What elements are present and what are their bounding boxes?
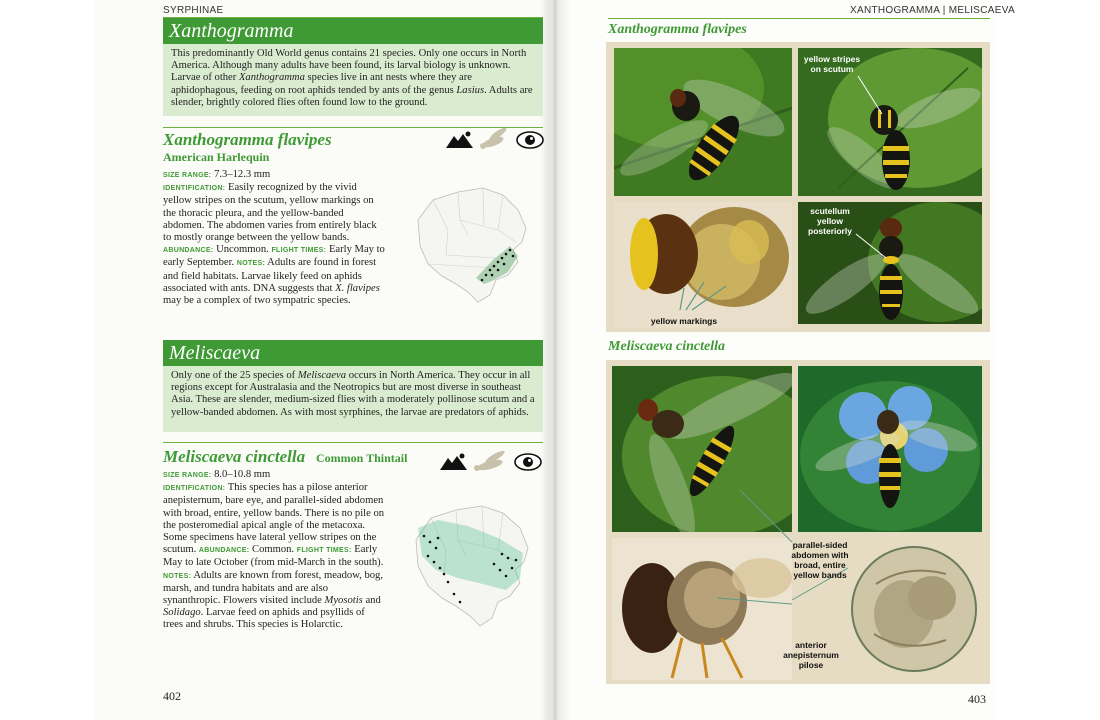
mountain-sun-icon bbox=[440, 454, 467, 471]
eye-icon bbox=[515, 454, 541, 470]
range-map-xanthogramma-flavipes bbox=[398, 180, 543, 315]
species-title-meliscaeva-cinctella: Meliscaeva cinctella bbox=[163, 447, 306, 466]
callout-anterior-anepisternum-pilose: anterior anepisternum pilose bbox=[783, 640, 839, 670]
eye-icon bbox=[517, 132, 543, 148]
running-head-left: SYRPHINAE bbox=[163, 5, 224, 16]
callout-yellow-stripes-on-scutum: yellow stripes on scutum bbox=[803, 54, 861, 74]
photo-xanthogramma-scutum bbox=[798, 48, 982, 196]
running-head-right: XANTHOGRAMMA | MELISCAEVA bbox=[850, 5, 1015, 16]
callout-yellow-markings: yellow markings bbox=[650, 316, 718, 326]
species-text-1: SIZE RANGE: 7.3–12.3 mm IDENTIFICATION: Easily recognized by the vivid yellow stripes on the scutum, yellow markings on the thoracic pleura, and the yellow-banded abdomen. The abdomen varies from entirely black to mostly orange between the yellow bands. ABUNDANCE: Uncommon. FLIGHT TIMES: Early May to early September. NOTES: Adults are found in forest and field habitats. Larvae likely feed on aphids associated with ants. DNA suggests that X. flavipes may be a complex of two sympatric species. bbox=[163, 169, 385, 307]
page-number-left: 402 bbox=[163, 689, 181, 703]
range-map-meliscaeva-cinctella bbox=[398, 498, 543, 638]
genus-description-meliscaeva: Only one of the 25 species of Meliscaeva occurs in North America. They occur in all regions except for Australasia and the Neotropics but are most diverse in southeast Asia. These are slender, medium-sized flies with a moderately pollinose scutum and a yellow-banded abdomen. As with most syrphines, the larvae are predators of aphids. bbox=[163, 366, 543, 432]
plate-title-xanthogramma-flavipes: Xanthogramma flavipes bbox=[608, 22, 747, 37]
genus-description-xanthogramma: This predominantly Old World genus contains 21 species. Only one occurs in North America. Although many adults have been found, its larval biology is unknown. Larvae of other Xanthogramma species live in ant nests where they are aphidophagous, feeding on root aphids tended by ants of the genus Lasius. Adults are slender, brightly colored flies often found low to the ground. bbox=[163, 44, 543, 116]
photo-xanthogramma-scutellum bbox=[798, 202, 982, 324]
species-icons-2 bbox=[440, 450, 545, 476]
book-gutter bbox=[540, 0, 570, 720]
photo-meliscaeva-anepisternum-closeup bbox=[846, 544, 982, 674]
genus-title-xanthogramma: Xanthogramma bbox=[163, 18, 543, 44]
species-common-name-2: Common Thintail bbox=[316, 451, 408, 465]
species-rule-2 bbox=[163, 442, 543, 443]
species-title-xanthogramma-flavipes: Xanthogramma flavipes bbox=[163, 130, 332, 149]
photo-xanthogramma-dorsal bbox=[614, 48, 792, 196]
species-common-name-1: American Harlequin bbox=[163, 150, 270, 164]
fly-silhouette-icon bbox=[480, 128, 508, 150]
plate-title-meliscaeva-cinctella: Meliscaeva cinctella bbox=[608, 339, 726, 354]
callout-scutellum-yellow-posteriorly: scutellum yellow posteriorly bbox=[808, 206, 852, 236]
header-rule-right bbox=[608, 18, 990, 19]
photo-xanthogramma-face bbox=[614, 202, 792, 328]
callout-parallel-sided-abdomen: parallel-sided abdomen with broad, entire yellow bands bbox=[791, 540, 849, 580]
page-number-right: 403 bbox=[968, 692, 986, 706]
genus-title-meliscaeva: Meliscaeva bbox=[163, 340, 543, 366]
mountain-sun-icon bbox=[446, 132, 473, 149]
species-text-2: SIZE RANGE: 8.0–10.8 mm IDENTIFICATION: This species has a pilose anterior anepisternum, bare eye, and parallel-sided abdomen with broad, entire, yellow bands. There is no pile on the posteromedial apical angle of the metacoxa. Some specimens have lateral yellow stripes on the scutum. ABUNDANCE: Common. FLIGHT TIMES: Early May to late October (from mid-March in the south). NOTES: Adults are known from forest, meadow, bog, marsh, and tundra habitats and are also synanthropic. Flowers visited include Myosotis and Solidago. Larvae feed on aphids and psyllids of trees and shrubs. This species is Holarctic. bbox=[163, 469, 385, 631]
fly-silhouette-icon bbox=[474, 450, 506, 472]
species-icons-1 bbox=[446, 128, 546, 154]
